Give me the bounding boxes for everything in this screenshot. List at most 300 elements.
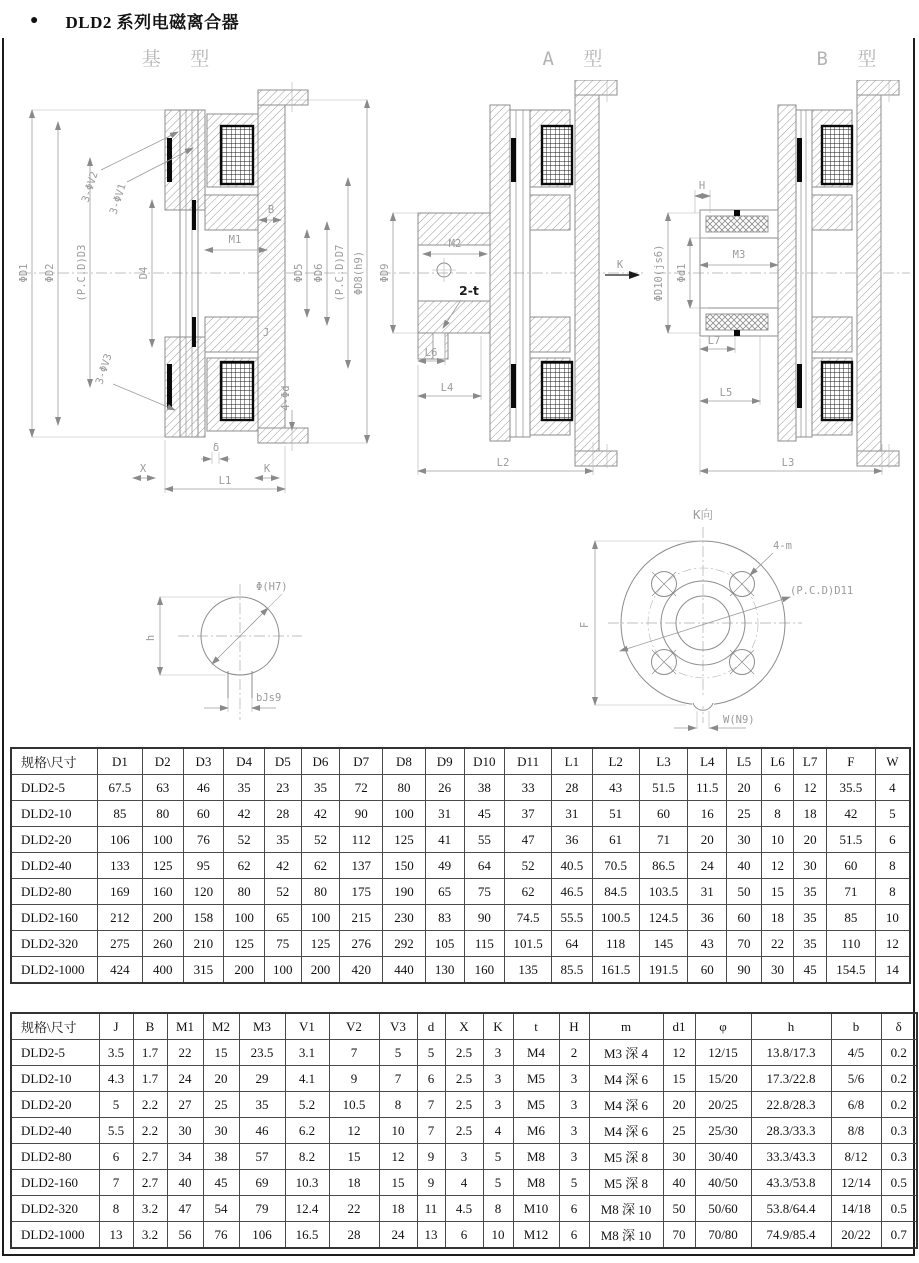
dim-label-d3: (P.C.D)D3 bbox=[76, 244, 88, 302]
cell: 30 bbox=[761, 957, 794, 984]
col-header: φ bbox=[695, 1013, 751, 1040]
table-row bbox=[11, 827, 910, 853]
cell: 15 bbox=[379, 1170, 417, 1196]
cell: 424 bbox=[98, 957, 143, 984]
row-label: DLD2-5 bbox=[11, 775, 98, 801]
cell: 64 bbox=[464, 853, 505, 879]
cell: 70.5 bbox=[592, 853, 639, 879]
cell: 8 bbox=[483, 1196, 513, 1222]
cell: 106 bbox=[239, 1222, 285, 1249]
cell: 50 bbox=[727, 879, 762, 905]
page-header bbox=[30, 8, 239, 33]
cell: 8/8 bbox=[831, 1118, 881, 1144]
spec-size-header: 规格\尺寸 bbox=[11, 1013, 99, 1040]
cell: 11.5 bbox=[688, 775, 727, 801]
col-header: D6 bbox=[301, 748, 340, 775]
cell: 2.2 bbox=[133, 1118, 167, 1144]
cell: 1.7 bbox=[133, 1066, 167, 1092]
cell: 25 bbox=[203, 1092, 239, 1118]
cell: 3.2 bbox=[133, 1222, 167, 1249]
cell: 35 bbox=[264, 827, 301, 853]
cell: 70/80 bbox=[695, 1222, 751, 1249]
cell: 28 bbox=[552, 775, 593, 801]
cell: 175 bbox=[340, 879, 383, 905]
cell: 118 bbox=[592, 931, 639, 957]
cell: 40/50 bbox=[695, 1170, 751, 1196]
cell: 0.2 bbox=[881, 1092, 917, 1118]
cell: 45 bbox=[464, 801, 505, 827]
cell: 8.2 bbox=[285, 1144, 329, 1170]
cell: 2.2 bbox=[133, 1092, 167, 1118]
col-header: V1 bbox=[285, 1013, 329, 1040]
cell: 62 bbox=[505, 879, 552, 905]
cell: 18 bbox=[329, 1170, 379, 1196]
cell: 33 bbox=[505, 775, 552, 801]
cell: 145 bbox=[639, 931, 688, 957]
cell: 315 bbox=[183, 957, 224, 984]
cell: 15 bbox=[203, 1040, 239, 1066]
dim-label-d4: D4 bbox=[138, 266, 150, 280]
figure-k-view-flange bbox=[560, 495, 900, 740]
cell: 7 bbox=[329, 1040, 379, 1066]
cell: 101.5 bbox=[505, 931, 552, 957]
cell: 0.5 bbox=[881, 1170, 917, 1196]
cell: 35 bbox=[794, 879, 827, 905]
cell: 24 bbox=[688, 853, 727, 879]
cell: 5 bbox=[417, 1040, 445, 1066]
cell: 45 bbox=[203, 1170, 239, 1196]
cell: 100 bbox=[301, 905, 340, 931]
cell: 30 bbox=[203, 1118, 239, 1144]
cell: 42 bbox=[826, 801, 875, 827]
cell: 8 bbox=[875, 853, 910, 879]
table-row bbox=[11, 1040, 917, 1066]
col-header: t bbox=[513, 1013, 559, 1040]
col-header: K bbox=[483, 1013, 513, 1040]
cell: 4 bbox=[875, 775, 910, 801]
col-header: D10 bbox=[464, 748, 505, 775]
cell: 10 bbox=[761, 827, 794, 853]
cell: M8 深 10 bbox=[589, 1196, 663, 1222]
dim-label-l4: L4 bbox=[440, 382, 454, 394]
col-header: L3 bbox=[639, 748, 688, 775]
cell: 53.8/64.4 bbox=[751, 1196, 831, 1222]
dimensions-table-1 bbox=[10, 747, 911, 984]
cell: 100 bbox=[383, 801, 426, 827]
cell: 74.9/85.4 bbox=[751, 1222, 831, 1249]
table-row bbox=[11, 879, 910, 905]
row-label: DLD2-40 bbox=[11, 1118, 99, 1144]
cell: 26 bbox=[425, 775, 464, 801]
cell: 210 bbox=[183, 931, 224, 957]
row-label: DLD2-320 bbox=[11, 931, 98, 957]
col-header: h bbox=[751, 1013, 831, 1040]
figure-type-a-drawing bbox=[375, 80, 660, 505]
cell: 65 bbox=[425, 879, 464, 905]
cell: 6 bbox=[559, 1222, 589, 1249]
cell: 18 bbox=[761, 905, 794, 931]
row-label: DLD2-10 bbox=[11, 1066, 99, 1092]
cell: 125 bbox=[142, 853, 183, 879]
cell: 5.5 bbox=[99, 1118, 133, 1144]
dim-label-4d: 4-Φd bbox=[280, 385, 292, 411]
dim-label-d1: ΦD1 bbox=[18, 263, 30, 283]
row-label: DLD2-1000 bbox=[11, 1222, 99, 1249]
col-header: L2 bbox=[592, 748, 639, 775]
cell: M3 深 4 bbox=[589, 1040, 663, 1066]
cell: 90 bbox=[464, 905, 505, 931]
cell: 125 bbox=[383, 827, 426, 853]
cell: 55 bbox=[464, 827, 505, 853]
cell: 30 bbox=[167, 1118, 203, 1144]
cell: 38 bbox=[203, 1144, 239, 1170]
cell: 2.7 bbox=[133, 1144, 167, 1170]
row-label: DLD2-20 bbox=[11, 1092, 99, 1118]
cell: 52 bbox=[505, 853, 552, 879]
cell: 6 bbox=[445, 1222, 483, 1249]
cell: 46 bbox=[239, 1118, 285, 1144]
cell: 17.3/22.8 bbox=[751, 1066, 831, 1092]
col-header: L1 bbox=[552, 748, 593, 775]
cell: 60 bbox=[688, 957, 727, 984]
cell: 40 bbox=[663, 1170, 695, 1196]
cell: 20/22 bbox=[831, 1222, 881, 1249]
cell: 135 bbox=[505, 957, 552, 984]
cell: 69 bbox=[239, 1170, 285, 1196]
row-label: DLD2-160 bbox=[11, 905, 98, 931]
cell: 67.5 bbox=[98, 775, 143, 801]
dim-label-l2: L2 bbox=[496, 457, 510, 469]
cell: 40 bbox=[167, 1170, 203, 1196]
cell: 200 bbox=[301, 957, 340, 984]
flange-section bbox=[857, 80, 899, 468]
col-header: D3 bbox=[183, 748, 224, 775]
row-label: DLD2-320 bbox=[11, 1196, 99, 1222]
col-header: X bbox=[445, 1013, 483, 1040]
cell: 84.5 bbox=[592, 879, 639, 905]
row-label: DLD2-5 bbox=[11, 1040, 99, 1066]
cell: 3.2 bbox=[133, 1196, 167, 1222]
col-header: D11 bbox=[505, 748, 552, 775]
cell: M4 深 6 bbox=[589, 1066, 663, 1092]
cell: 60 bbox=[639, 801, 688, 827]
cell: 0.7 bbox=[881, 1222, 917, 1249]
cell: 125 bbox=[224, 931, 265, 957]
table-row bbox=[11, 905, 910, 931]
cell: 5 bbox=[875, 801, 910, 827]
k-view-caption: K向 bbox=[693, 507, 714, 522]
col-header: L5 bbox=[727, 748, 762, 775]
cell: 3 bbox=[483, 1040, 513, 1066]
cell: 120 bbox=[183, 879, 224, 905]
cell: 25 bbox=[727, 801, 762, 827]
col-header: D5 bbox=[264, 748, 301, 775]
cell: 2.5 bbox=[445, 1066, 483, 1092]
cell: 95 bbox=[183, 853, 224, 879]
page-border-bottom bbox=[2, 1254, 915, 1256]
cell: 137 bbox=[340, 853, 383, 879]
cell: 31 bbox=[688, 879, 727, 905]
dim-label-d10: ΦD10(js6) bbox=[653, 244, 665, 302]
cell: 115 bbox=[464, 931, 505, 957]
cell: 105 bbox=[425, 931, 464, 957]
col-header: b bbox=[831, 1013, 881, 1040]
cell: 25/30 bbox=[695, 1118, 751, 1144]
caption-type-b: B 型 bbox=[816, 48, 886, 70]
table-row bbox=[11, 1196, 917, 1222]
cell: 12.4 bbox=[285, 1196, 329, 1222]
cell: 12 bbox=[379, 1144, 417, 1170]
cell: 2.7 bbox=[133, 1170, 167, 1196]
cell: 10 bbox=[379, 1118, 417, 1144]
cell: 35 bbox=[794, 905, 827, 931]
cell: 20 bbox=[203, 1066, 239, 1092]
cell: 3 bbox=[559, 1118, 589, 1144]
cell: 42 bbox=[301, 801, 340, 827]
row-label: DLD2-160 bbox=[11, 1170, 99, 1196]
col-header: L4 bbox=[688, 748, 727, 775]
cell: 9 bbox=[417, 1170, 445, 1196]
col-header: M1 bbox=[167, 1013, 203, 1040]
col-header: D7 bbox=[340, 748, 383, 775]
cell: 46.5 bbox=[552, 879, 593, 905]
cell: 14/18 bbox=[831, 1196, 881, 1222]
cell: 22 bbox=[167, 1040, 203, 1066]
table-row bbox=[11, 957, 910, 984]
dim-label-v3: 3-ΦV3 bbox=[93, 352, 115, 386]
cell: 83 bbox=[425, 905, 464, 931]
cell: 100 bbox=[224, 905, 265, 931]
cell: 22 bbox=[329, 1196, 379, 1222]
table-row bbox=[11, 1092, 917, 1118]
cell: 90 bbox=[727, 957, 762, 984]
col-header: W bbox=[875, 748, 910, 775]
cell: 42 bbox=[264, 853, 301, 879]
cell: 12 bbox=[761, 853, 794, 879]
cell: 8 bbox=[875, 879, 910, 905]
cell: 110 bbox=[826, 931, 875, 957]
row-label: DLD2-80 bbox=[11, 879, 98, 905]
cell: M10 bbox=[513, 1196, 559, 1222]
cell: 20 bbox=[663, 1092, 695, 1118]
col-header: M2 bbox=[203, 1013, 239, 1040]
dim-label-d8: ΦD8(h9) bbox=[353, 250, 365, 296]
cell: 191.5 bbox=[639, 957, 688, 984]
cell: 130 bbox=[425, 957, 464, 984]
dimensions-table-2 bbox=[10, 1012, 918, 1249]
table-row bbox=[11, 1222, 917, 1249]
view-arrow-label-k: K bbox=[616, 259, 624, 271]
cell: M6 bbox=[513, 1118, 559, 1144]
cell: 6/8 bbox=[831, 1092, 881, 1118]
col-header: F bbox=[826, 748, 875, 775]
cell: 13 bbox=[417, 1222, 445, 1249]
cell: 5.2 bbox=[285, 1092, 329, 1118]
col-header: J bbox=[99, 1013, 133, 1040]
dim-label-bjs9: bJs9 bbox=[256, 692, 282, 704]
cell: 15 bbox=[663, 1066, 695, 1092]
cell: 2.5 bbox=[445, 1040, 483, 1066]
cell: 79 bbox=[239, 1196, 285, 1222]
dim-label-m3: M3 bbox=[732, 249, 746, 261]
cell: 6 bbox=[559, 1196, 589, 1222]
cell: M5 bbox=[513, 1092, 559, 1118]
table-row bbox=[11, 775, 910, 801]
cell: 80 bbox=[301, 879, 340, 905]
header-row bbox=[11, 748, 910, 775]
cell: 61 bbox=[592, 827, 639, 853]
dim-label-d5: ΦD5 bbox=[293, 263, 305, 283]
cell: 5 bbox=[483, 1144, 513, 1170]
row-label: DLD2-80 bbox=[11, 1144, 99, 1170]
cell: 62 bbox=[224, 853, 265, 879]
cell: 230 bbox=[383, 905, 426, 931]
cell: 400 bbox=[142, 957, 183, 984]
col-header: V2 bbox=[329, 1013, 379, 1040]
page-title: DLD2 系列电磁离合器 bbox=[65, 13, 240, 32]
cell: 5 bbox=[379, 1040, 417, 1066]
dim-label-d2: ΦD2 bbox=[44, 263, 56, 283]
cell: M8 bbox=[513, 1170, 559, 1196]
dim-label-m1: M1 bbox=[228, 234, 242, 246]
cell: 12/15 bbox=[695, 1040, 751, 1066]
cell: 80 bbox=[224, 879, 265, 905]
dimension-labels bbox=[18, 170, 365, 487]
dim-label-v1: 3-ΦV1 bbox=[107, 182, 129, 216]
dim-label-j: J bbox=[262, 327, 270, 339]
cell: 7 bbox=[99, 1170, 133, 1196]
cell: 4.5 bbox=[445, 1196, 483, 1222]
flange-section bbox=[575, 80, 617, 468]
cell: M4 bbox=[513, 1040, 559, 1066]
dim-label-l3: L3 bbox=[781, 457, 795, 469]
col-header: d bbox=[417, 1013, 445, 1040]
cell: 76 bbox=[203, 1222, 239, 1249]
cell: 51 bbox=[592, 801, 639, 827]
dim-label-pcd-d11: (P.C.D)D11 bbox=[790, 585, 854, 597]
cell: 0.2 bbox=[881, 1066, 917, 1092]
cell: 30 bbox=[727, 827, 762, 853]
cell: 154.5 bbox=[826, 957, 875, 984]
cell: 55.5 bbox=[552, 905, 593, 931]
table-row bbox=[11, 1170, 917, 1196]
dim-label-h: h bbox=[145, 634, 157, 642]
row-label: DLD2-1000 bbox=[11, 957, 98, 984]
cell: 43 bbox=[592, 775, 639, 801]
cell: 85.5 bbox=[552, 957, 593, 984]
col-header: V3 bbox=[379, 1013, 417, 1040]
table-row bbox=[11, 1144, 917, 1170]
cell: 35.5 bbox=[826, 775, 875, 801]
figure-keyway-detail bbox=[110, 540, 360, 730]
cell: 75 bbox=[264, 931, 301, 957]
cell: 106 bbox=[98, 827, 143, 853]
cell: 200 bbox=[224, 957, 265, 984]
cell: 20/25 bbox=[695, 1092, 751, 1118]
cell: M4 深 6 bbox=[589, 1092, 663, 1118]
cell: 6 bbox=[99, 1144, 133, 1170]
col-header: D2 bbox=[142, 748, 183, 775]
cell: 125 bbox=[301, 931, 340, 957]
cell: 276 bbox=[340, 931, 383, 957]
armature-section bbox=[778, 105, 812, 441]
cell: 50/60 bbox=[695, 1196, 751, 1222]
cell: 70 bbox=[727, 931, 762, 957]
cell: 76 bbox=[183, 827, 224, 853]
cell: 100 bbox=[264, 957, 301, 984]
figure-base-type-drawing bbox=[15, 80, 390, 505]
cell: 420 bbox=[340, 957, 383, 984]
cell: 103.5 bbox=[639, 879, 688, 905]
row-label: DLD2-40 bbox=[11, 853, 98, 879]
cell: 260 bbox=[142, 931, 183, 957]
cell: 3 bbox=[483, 1092, 513, 1118]
cell: 8 bbox=[761, 801, 794, 827]
cell: 275 bbox=[98, 931, 143, 957]
row-label: DLD2-20 bbox=[11, 827, 98, 853]
cell: 133 bbox=[98, 853, 143, 879]
cell: 24 bbox=[167, 1066, 203, 1092]
cell: 6 bbox=[761, 775, 794, 801]
cell: 50 bbox=[663, 1196, 695, 1222]
cell: 46 bbox=[183, 775, 224, 801]
cell: 47 bbox=[167, 1196, 203, 1222]
page-border-left bbox=[2, 38, 4, 1256]
col-header: L6 bbox=[761, 748, 794, 775]
cell: 38 bbox=[464, 775, 505, 801]
table-row bbox=[11, 853, 910, 879]
cell: 27 bbox=[167, 1092, 203, 1118]
cell: 15 bbox=[761, 879, 794, 905]
dim-label-l6: L6 bbox=[424, 347, 438, 359]
cell: 30 bbox=[794, 853, 827, 879]
row-label: DLD2-10 bbox=[11, 801, 98, 827]
cell: 23 bbox=[264, 775, 301, 801]
cell: 3 bbox=[559, 1092, 589, 1118]
cell: 30 bbox=[663, 1144, 695, 1170]
cell: 7 bbox=[379, 1066, 417, 1092]
cell: 10 bbox=[875, 905, 910, 931]
dim-label-d6: ΦD6 bbox=[313, 263, 325, 283]
cell: 1.7 bbox=[133, 1040, 167, 1066]
cell: 160 bbox=[142, 879, 183, 905]
cell: 40.5 bbox=[552, 853, 593, 879]
cell: 169 bbox=[98, 879, 143, 905]
cell: 52 bbox=[301, 827, 340, 853]
hub-section bbox=[418, 213, 490, 359]
dim-label-b: B bbox=[267, 204, 275, 216]
cell: 3 bbox=[559, 1144, 589, 1170]
cell: 90 bbox=[340, 801, 383, 827]
cell: 42 bbox=[224, 801, 265, 827]
cell: 4.3 bbox=[99, 1066, 133, 1092]
cell: 49 bbox=[425, 853, 464, 879]
cell: 15 bbox=[329, 1144, 379, 1170]
cell: 23.5 bbox=[239, 1040, 285, 1066]
cell: 20 bbox=[688, 827, 727, 853]
dim-label-4m: 4-m bbox=[773, 540, 792, 552]
cell: 12 bbox=[663, 1040, 695, 1066]
cell: M5 深 8 bbox=[589, 1170, 663, 1196]
cell: 18 bbox=[379, 1196, 417, 1222]
cell: 215 bbox=[340, 905, 383, 931]
cell: 190 bbox=[383, 879, 426, 905]
dim-label-h: H bbox=[698, 180, 706, 192]
cell: 60 bbox=[826, 853, 875, 879]
cell: 15/20 bbox=[695, 1066, 751, 1092]
cell: 0.3 bbox=[881, 1118, 917, 1144]
cell: 86.5 bbox=[639, 853, 688, 879]
